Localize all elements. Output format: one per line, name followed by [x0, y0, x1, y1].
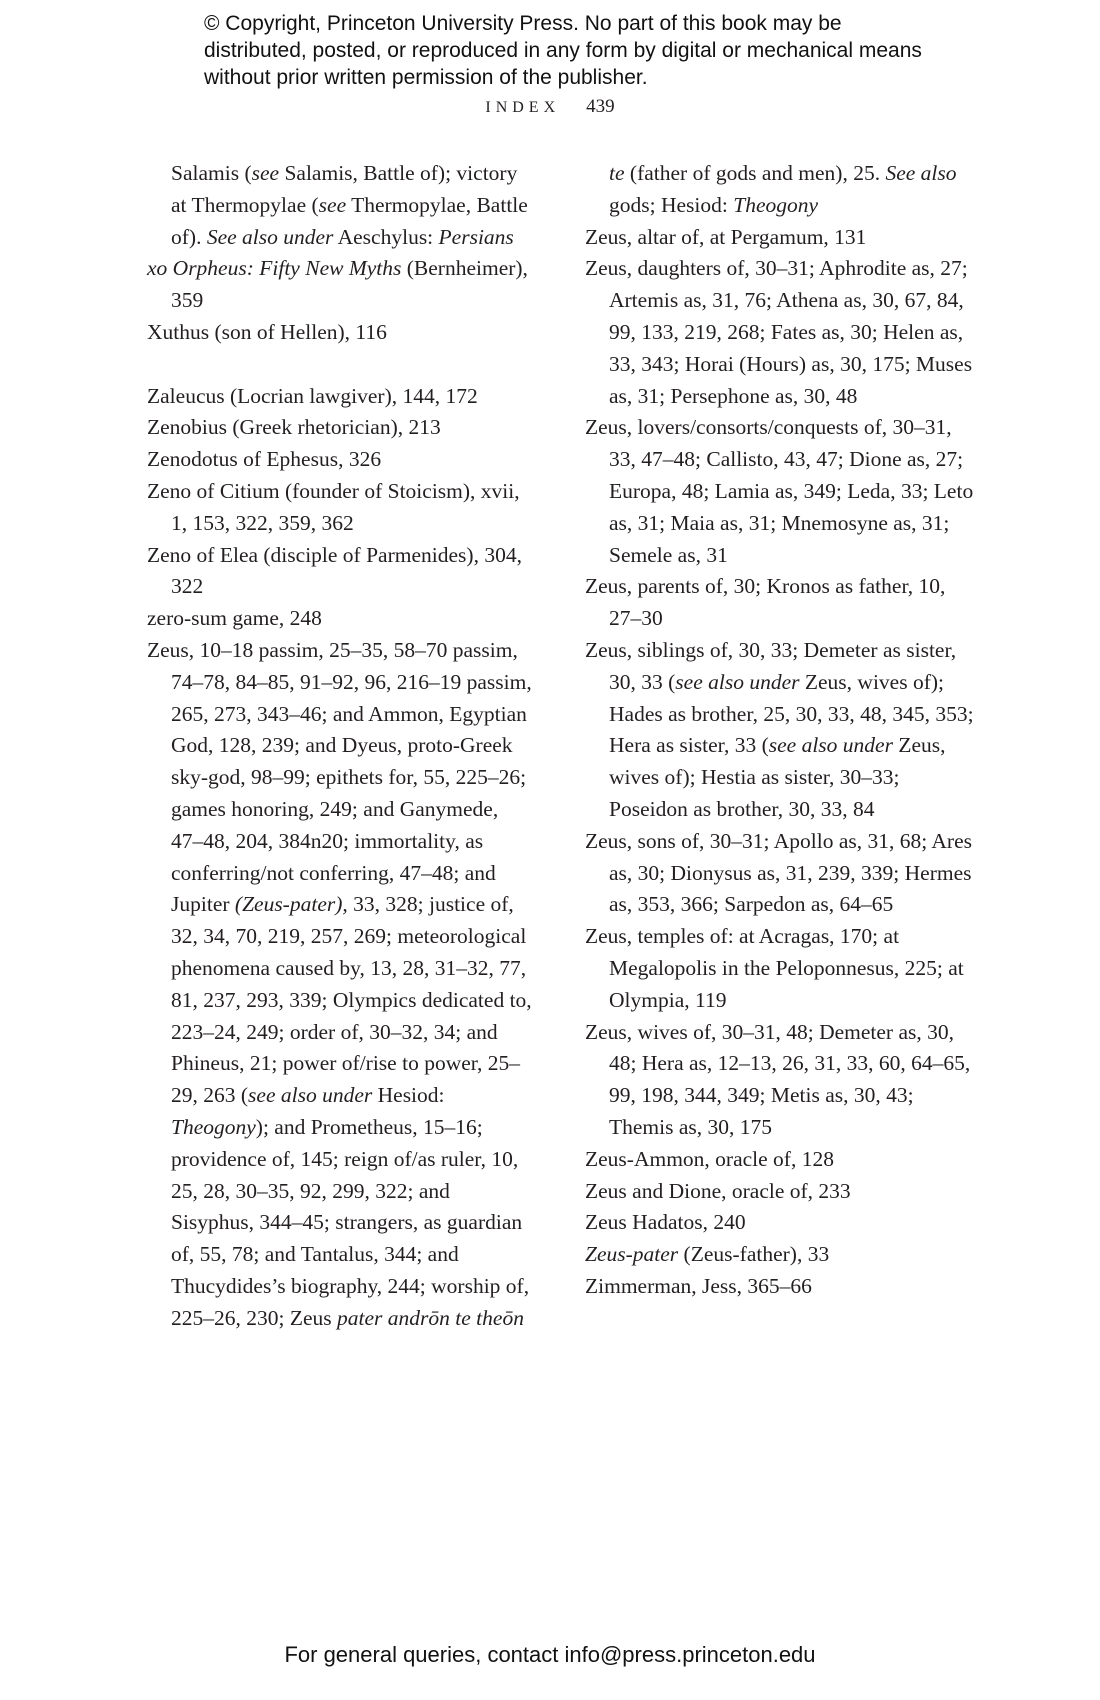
letter-group-divider — [147, 349, 535, 381]
index-entry-continuation — [147, 158, 535, 253]
index-column-left — [147, 158, 535, 1334]
entry-text: Thermopylae, Battle of). — [171, 192, 528, 249]
entry-text-italic: see also under — [248, 1083, 373, 1108]
entry-text-italic: pater andrōn te theōn — [337, 1305, 524, 1330]
index-entry — [585, 635, 977, 826]
footer-contact: For general queries, contact info@press.princeton.edu — [284, 1642, 816, 1667]
index-entry: Zeus, lovers/consorts/conquests of, 30–31, 33, 47–48; Callisto, 43, 47; Dione as, 27; Europa, 48; Lamia as, 349; Leda, 33; Leto as, 31; Maia as, 31; Mnemosyne as, 31; Semele as, 31 — [585, 415, 974, 567]
entry-text: Zeus, siblings of, 30, 33; Demeter as sister, 30, 33 ( — [585, 637, 957, 694]
entry-text-italic: see also under — [675, 669, 800, 694]
page-number: 439 — [586, 96, 615, 117]
entry-text: (Zeus-father), 33 — [678, 1242, 830, 1267]
index-entry: Zeus, temples of: at Acragas, 170; at Megalopolis in the Peloponnesus, 225; at Olympia, 119 — [585, 924, 964, 1012]
entry-text: 33, 328; justice of, 32, 34, 70, 219, 257, 269; meteorological phenomena caused by, 13, 28, 31–32, 77, 81, 237, 293, 339; Olympics dedicated to, 223–24, 249; order of, 30–32, 34; and Phineus, 21; power of/rise to power, 25–29, 263 ( — [171, 892, 532, 1108]
index-entry — [585, 1239, 977, 1271]
entry-text: Hesiod: — [372, 1083, 445, 1108]
index-entry — [147, 635, 535, 1335]
entry-text-italic: see — [251, 161, 280, 185]
entry-text: (father of gods and men), 25. — [624, 161, 886, 185]
entry-text-italic: See also under — [206, 224, 334, 249]
index-entry-continuation — [585, 158, 977, 222]
index-entry: Zeno of Elea (disciple of Parmenides), 304, 322 — [147, 542, 522, 599]
running-head — [0, 96, 1100, 118]
entry-text: Salamis ( — [171, 161, 252, 185]
index-column-right — [585, 158, 977, 1303]
index-entry: Zeus, altar of, at Pergamum, 131 — [585, 224, 867, 249]
entry-text-italic: xo Orpheus: Fifty New Myths — [147, 256, 402, 281]
entry-text: Salamis, Battle of); victory at Thermopylae ( — [171, 161, 518, 217]
entry-text-italic: See also — [885, 161, 957, 185]
entry-text: Aeschylus: — [333, 224, 439, 249]
copyright-notice: © Copyright, Princeton University Press. No part of this book may be distributed, posted, or reproduced in any form by digital or mechanical means without prior written permission of the publisher. — [204, 12, 922, 89]
index-entry: Zeus and Dione, oracle of, 233 — [585, 1178, 851, 1203]
index-entry: Zeus Hadatos, 240 — [585, 1210, 746, 1235]
index-entry: Zeus, daughters of, 30–31; Aphrodite as, 27; Artemis as, 31, 76; Athena as, 30, 67, 84, 99, 133, 219, 268; Fates as, 30; Helen as, 33, 343; Horai (Hours) as, 30, 175; Muses as, 31; Persephone as, 30, 48 — [585, 256, 973, 408]
index-entry: Zeus, sons of, 30–31; Apollo as, 31, 68; Ares as, 30; Dionysus as, 31, 239, 339; Hermes as, 353, 366; Sarpedon as, 64–65 — [585, 828, 972, 917]
index-entry: Xuthus (son of Hellen), 116 — [147, 319, 387, 344]
entry-text-italic: see also under — [768, 733, 893, 758]
index-entry: Zimmerman, Jess, 365–66 — [585, 1273, 812, 1298]
index-entry: Zenobius (Greek rhetorician), 213 — [147, 415, 441, 440]
entry-text-italic: Theogony — [171, 1114, 256, 1139]
entry-text-italic: see — [318, 192, 347, 217]
entry-text-italic: te — [609, 161, 625, 185]
index-entry: Zenodotus of Ephesus, 326 — [147, 447, 382, 472]
entry-text: Zeus, wives of); Hestia as sister, 30–33; Poseidon as brother, 30, 33, 84 — [609, 733, 946, 821]
index-entry: zero-sum game, 248 — [147, 606, 322, 631]
index-entry: Zaleucus (Locrian lawgiver), 144, 172 — [147, 383, 478, 408]
index-entry: Zeno of Citium (founder of Stoicism), xvii, 1, 153, 322, 359, 362 — [147, 478, 520, 535]
index-entry: Zeus, parents of, 30; Kronos as father, 10, 27–30 — [585, 574, 946, 631]
entry-text-italic: Theogony — [733, 192, 819, 217]
entry-text-italic: (Zeus-pater), — [234, 892, 348, 917]
index-entry: Zeus-Ammon, oracle of, 128 — [585, 1146, 834, 1171]
index-entry: Zeus, wives of, 30–31, 48; Demeter as, 30, 48; Hera as, 12–13, 26, 31, 33, 60, 64–65, 99, 198, 344, 349; Metis as, 30, 43; Themis as, 30, 175 — [585, 1019, 971, 1139]
index-entry — [147, 253, 535, 317]
entry-text: ); and Prometheus, 15–16; providence of, 145; reign of/as ruler, 10, 25, 28, 30–35, 92, 299, 322; and Sisyphus, 344–45; strangers, as guardian of, 55, 78; and Tantalus, 344; and Thucydides’s biography, 244; worship of, 225–26, 230; Zeus — [171, 1114, 530, 1330]
section-label: INDEX — [485, 99, 561, 116]
entry-text-italic: Zeus-pater — [585, 1242, 679, 1267]
entry-text: Zeus, 10–18 passim, 25–35, 58–70 passim, 74–78, 84–85, 91–92, 96, 216–19 passim, 265, 273, 343–46; and Ammon, Egyptian God, 128, 239; and Dyeus, proto-Greek sky-god, 98–99; epithets for, 55, 225–26; games honoring, 249; and Ganymede, 47–48, 204, 384n20; immortality, as conferring/not conferring, 47–48; and Jupiter — [147, 637, 532, 917]
entry-text: Zeus, wives of); Hades as brother, 25, 30, 33, 48, 345, 353; Hera as sister, 33 ( — [609, 669, 974, 758]
entry-text-italic: Persians — [438, 224, 514, 249]
entry-text: (Bernheimer), 359 — [171, 256, 528, 313]
entry-text: gods; Hesiod: — [609, 192, 734, 217]
